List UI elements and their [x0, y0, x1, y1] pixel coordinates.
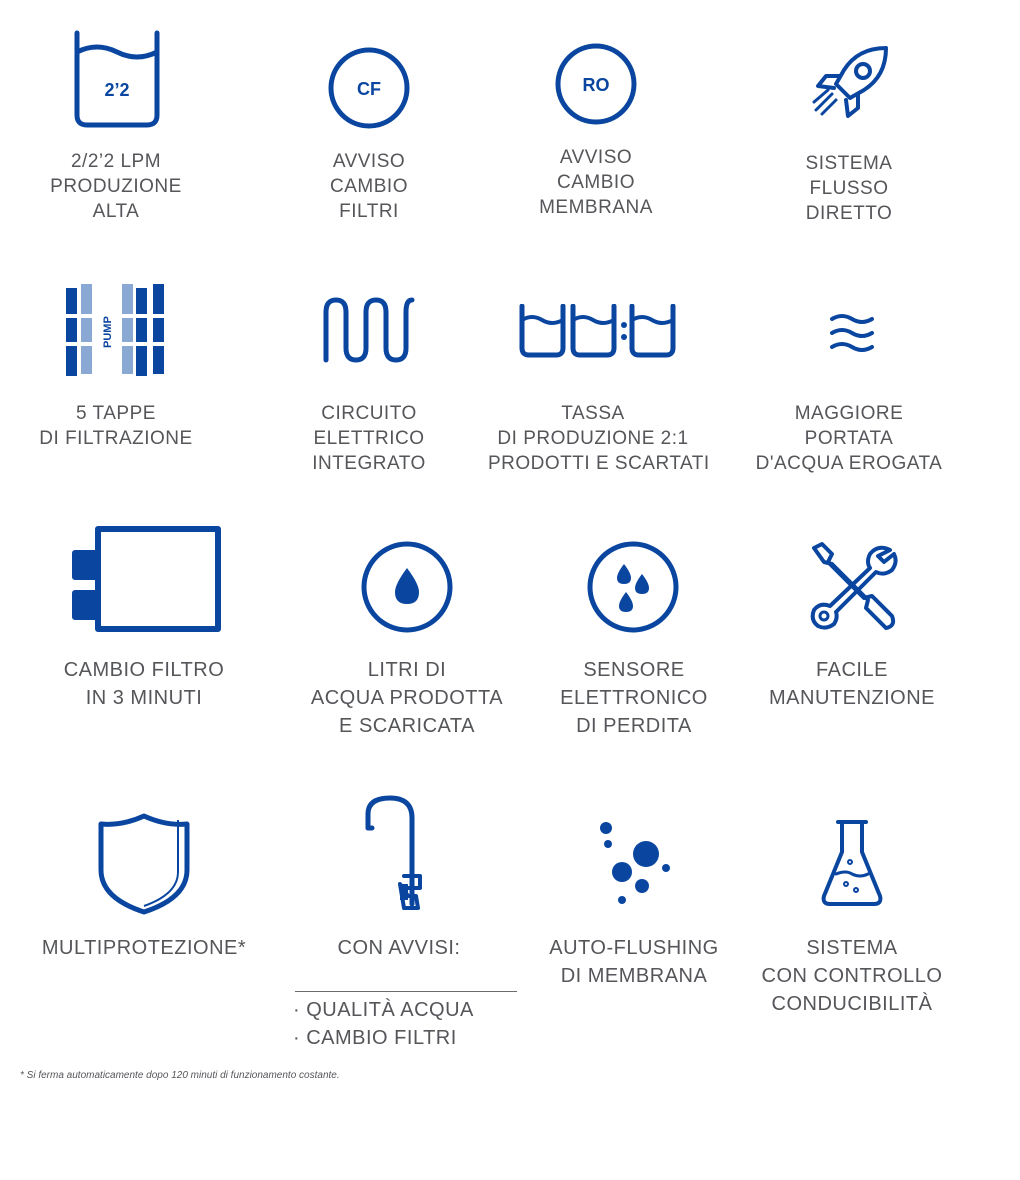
leak-sensor-icon	[586, 540, 680, 634]
ro-circle-icon	[554, 42, 638, 126]
feature-label-liters: LITRI DI ACQUA PRODOTTA E SCARICATA	[310, 659, 504, 737]
faucet-icon	[360, 792, 430, 914]
circuit-wave-icon	[322, 296, 416, 364]
bubbles-icon	[594, 820, 674, 906]
tank-2-2-icon	[70, 30, 165, 130]
feature-label-filter-change: CAMBIO FILTRO IN 3 MINUTI	[63, 659, 225, 709]
alerts-list	[293, 996, 474, 1052]
feature-label-conductivity: SISTEMA CON CONTROLLO CONDUCIBILITÀ	[761, 937, 943, 1015]
wrench-screwdriver-icon	[806, 540, 900, 634]
tank-label: 2’2	[104, 80, 130, 100]
feature-label-alerts: CON AVVISI:	[337, 937, 461, 959]
feature-label-production: 2/2’2 LPM PRODUZIONE ALTA	[50, 151, 182, 222]
feature-label-filtration-stages: 5 TAPPE DI FILTRAZIONE	[39, 403, 193, 449]
cf-circle-icon	[327, 46, 411, 130]
feature-label-production-ratio: TASSA DI PRODUZIONE 2:1 PRODOTTI E SCARTATI	[488, 403, 710, 474]
feature-label-leak-sensor: SENSORE ELETTRONICO DI PERDITA	[560, 659, 708, 737]
rocket-icon	[808, 42, 892, 126]
feature-label-multiprotection: MULTIPROTEZIONE*	[41, 937, 247, 959]
filter-cartridge-icon	[70, 526, 222, 634]
feature-label-maintenance: FACILE MANUTENZIONE	[769, 659, 935, 709]
feature-label-circuit: CIRCUITO ELETTRICO INTEGRATO	[312, 403, 426, 474]
feature-label-flow-rate: MAGGIORE PORTATA D'ACQUA EROGATA	[755, 403, 943, 474]
alert-item-filter-change: · CAMBIO FILTRI	[293, 1027, 457, 1049]
filter-stages-icon	[66, 284, 166, 378]
shield-icon	[96, 812, 192, 916]
feature-label-direct-flow: SISTEMA FLUSSO DIRETTO	[805, 153, 893, 224]
alert-item-water-quality: · QUALITÀ ACQUA	[293, 999, 474, 1021]
svg-text:CF: CF	[357, 79, 381, 99]
svg-text:RO: RO	[582, 75, 610, 95]
svg-text:PUMP: PUMP	[102, 316, 114, 348]
alerts-divider	[295, 991, 517, 992]
flask-icon	[820, 818, 884, 908]
footnote: * Si ferma automaticamente dopo 120 minuti di funzionamento costante.	[20, 1070, 340, 1081]
feature-label-filter-alert: AVVISO CAMBIO FILTRI	[330, 151, 408, 222]
water-drop-circle-icon	[360, 540, 454, 634]
feature-label-auto-flushing: AUTO-FLUSHING DI MEMBRANA	[549, 937, 719, 987]
water-waves-icon	[829, 311, 875, 355]
feature-label-membrane-alert: AVVISO CAMBIO MEMBRANA	[539, 147, 653, 218]
ratio-tanks-icon	[518, 304, 676, 358]
